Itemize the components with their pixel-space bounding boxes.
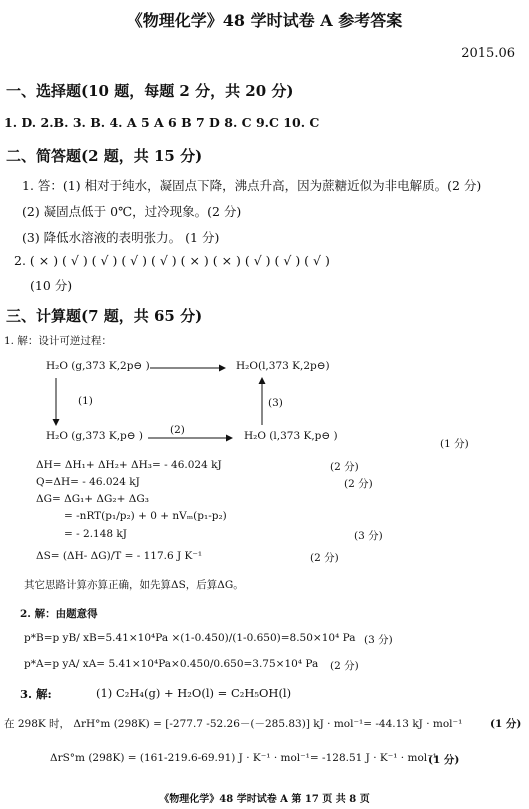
page-footer: 《物理化学》48 学时试卷 A 第 17 页 共 8 页 (159, 794, 370, 805)
calc-enthalpy: ΔH= ΔH₁+ ΔH₂+ ΔH₃= - 46.024 kJ (36, 459, 222, 471)
q2-line-2-score: (2 分) (330, 660, 359, 672)
q1-head: 1. 解：设计可逆过程： (4, 335, 112, 347)
state-liquid-p: H₂O (l,373 K,p⊖ ) (244, 430, 338, 442)
calc-entropy-score: (2 分) (310, 552, 339, 564)
section-2-score: (10 分) (30, 278, 73, 293)
exam-date: 2015.06 (461, 46, 515, 61)
section-1-answers: 1. D. 2.B. 3. B. 4. A 5 A 6 B 7 D 8. C 9.C 10. C (4, 115, 320, 130)
section-1-heading: 一、选择题(10 题，每题 2 分，共 20 分) (6, 82, 294, 100)
section-2-line-3: (3) 降低水溶液的表明张力。 (1 分) (22, 230, 220, 245)
step-3-label: (3) (268, 397, 283, 409)
q2-line-1-score: (3 分) (364, 634, 393, 646)
diagram-score: (1 分) (440, 438, 469, 450)
calc-enthalpy-score: (2 分) (330, 461, 359, 473)
q2-head: 2. 解：由题意得 (20, 608, 98, 620)
state-liquid-2p: H₂O(l,373 K,2p⊖) (236, 360, 330, 372)
section-3-heading: 三、计算题(7 题，共 65 分) (6, 307, 203, 325)
state-gas-2p: H₂O (g,373 K,2p⊖ ) (46, 360, 150, 372)
q3-entropy-score: (1 分) (428, 754, 460, 766)
calc-entropy: ΔS= (ΔH- ΔG)/T = - 117.6 J K⁻¹ (36, 550, 203, 562)
calc-heat: Q=ΔH= - 46.024 kJ (36, 476, 140, 488)
section-2-line-2: (2) 凝固点低于 0℃，过冷现象。(2 分) (22, 204, 242, 219)
calc-heat-score: (2 分) (344, 478, 373, 490)
q3-reaction: (1) C₂H₄(g) + H₂O(l) = C₂H₅OH(l) (96, 686, 292, 700)
calc-gibbs: ΔG= ΔG₁+ ΔG₂+ ΔG₃ (36, 493, 149, 505)
page-title: 《物理化学》48 学时试卷 A 参考答案 (126, 11, 403, 30)
step-1-label: (1) (78, 395, 93, 407)
q3-entropy: ΔrS°m (298K) = (161-219.6-69.91) J · K⁻¹ · mol⁻¹= -128.51 J · K⁻¹ · mol⁻¹ (50, 752, 437, 764)
calc-gibbs-score: (3 分) (354, 530, 383, 542)
calc-gibbs-value: = - 2.148 kJ (64, 528, 127, 540)
section-2-line-1: 1. 答：(1) 相对于纯水，凝固点下降，沸点升高，因为蔗糖近似为非电解质。(2 分) (22, 178, 482, 193)
q3-enthalpy-score: (1 分) (490, 718, 522, 730)
calc-gibbs-expanded: = -nRT(p₁/p₂) + 0 + nVₘ(p₁-p₂) (64, 510, 227, 522)
state-gas-p: H₂O (g,373 K,p⊖ ) (46, 430, 143, 442)
q2-line-2: p*A=p yA/ xA= 5.41×10⁴Pa×0.450/0.650=3.75×10⁴ Pa (24, 658, 319, 670)
section-2-true-false: 2. ( × ) ( √ ) ( √ ) ( √ ) ( √ ) ( × ) ( × ) ( √ ) ( √ ) ( √ ) (14, 253, 330, 268)
q3-head: 3. 解: (20, 687, 52, 701)
q3-enthalpy: 在 298K 时， ΔrH°m (298K) = [-277.7 -52.26－(－285.83)] kJ · mol⁻¹= -44.13 kJ · mol⁻¹ (4, 718, 463, 730)
step-2-label: (2) (170, 424, 185, 436)
calc-note: 其它思路计算亦算正确，如先算ΔS，后算ΔG。 (24, 579, 244, 591)
section-2-heading: 二、简答题(2 题，共 15 分) (6, 147, 203, 165)
q2-line-1: p*B=p yB/ xB=5.41×10⁴Pa ×(1-0.450)/(1-0.650)=8.50×10⁴ Pa (24, 632, 356, 644)
